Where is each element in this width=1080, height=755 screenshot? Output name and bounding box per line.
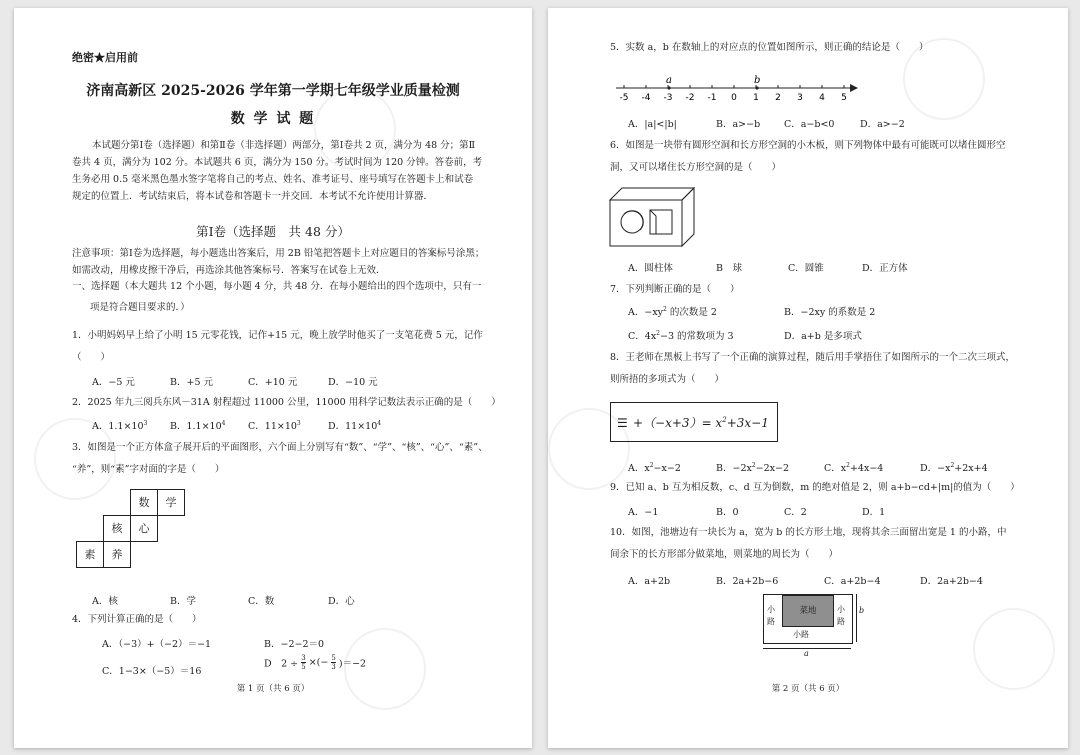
number-line-tick-label: -1 bbox=[707, 93, 717, 103]
height-label: b bbox=[859, 606, 865, 615]
q2-option-a: A．$1.1\times 10^3$ bbox=[92, 419, 148, 432]
section-title: 第Ⅰ卷（选择题 共 48 分） bbox=[196, 224, 350, 239]
number-line-tick-label: 3 bbox=[797, 93, 803, 103]
point-b bbox=[755, 86, 758, 89]
q10-option-a: A．a+2b bbox=[628, 576, 671, 587]
q1-option-c: C．+10 元 bbox=[248, 377, 298, 388]
q4-option-a: A．（−3）+（−2）＝−1 bbox=[102, 639, 212, 650]
blackboard-figure bbox=[610, 402, 778, 442]
number-line-tick-label: -4 bbox=[641, 93, 651, 103]
number-line-figure bbox=[608, 70, 868, 104]
exam-title: 济南高新区 2025-2026 学年第一学期七年级学业质量检测 bbox=[86, 83, 460, 99]
cube-face: 心 bbox=[130, 515, 158, 542]
q5-option-b: B．a>−b bbox=[716, 119, 761, 130]
page-footer: 第 1 页（共 6 页） bbox=[236, 684, 310, 694]
intro-line: 卷共 4 页，满分为 102 分。本试题共 6 页，满分为 150 分。考试时间为 120 分钟。答卷前，考 bbox=[72, 157, 483, 168]
board-equation: $+(-x+3)= x^2+3x-1$ bbox=[633, 416, 769, 430]
q2-option-c: C．$11\times 10^3$ bbox=[248, 419, 301, 432]
question-6: 6．如图是一块带有圆形空洞和长方形空洞的小木板，则下列物体中最有可能既可以堵住圆形空 bbox=[610, 140, 1006, 151]
question-3: 3．如图是一个正方体盒子展开后的平面图形，六个面上分别写有“数”、“学”、“核”、“心”、“素”、 bbox=[72, 442, 488, 453]
secret-label: 绝密★启用前 bbox=[72, 51, 138, 64]
q7-option-c: C．$4x^2-3$ 的常数项为 3 bbox=[628, 329, 734, 342]
number-line-tick-label: -3 bbox=[663, 93, 673, 103]
q9-option-b: B．0 bbox=[716, 507, 739, 518]
number-line-arrow bbox=[850, 84, 858, 92]
question-10-cont: 间余下的长方形部分做菜地，则菜地的周长为（ ） bbox=[610, 549, 839, 560]
q3-option-b: B．学 bbox=[170, 596, 196, 607]
question-6-cont: 洞，又可以堵住长方形空洞的是（ ） bbox=[610, 162, 782, 173]
q4-option-d: D 2 ÷ $\frac{3}{5}$ ×(− $\frac{5}{3}$ )＝−2 bbox=[264, 654, 367, 671]
number-line-tick-label: 2 bbox=[775, 93, 781, 103]
q2-option-d: D．$11\times 10^4$ bbox=[328, 419, 382, 432]
cube-face: 数 bbox=[130, 489, 158, 516]
palm-icon: ☰ bbox=[617, 416, 628, 430]
question-8: 8．王老师在黑板上书写了一个正确的演算过程，随后用手掌捂住了如图所示的一个二次三项式， bbox=[610, 352, 1016, 363]
q1-option-a: A．−5 元 bbox=[92, 377, 135, 388]
subject-title: 数 学 试 题 bbox=[230, 111, 316, 127]
q10-option-d: D．2a+2b−4 bbox=[920, 576, 983, 587]
q4-option-c: C．1−3×（−5）＝16 bbox=[102, 666, 202, 677]
q10-option-c: C．a+2b−4 bbox=[824, 576, 881, 587]
question-10: 10．如图，池塘边有一块长为 a，宽为 b 的长方形土地，现将其余三面留出宽是 1 的小路，中 bbox=[610, 527, 1007, 538]
q7-option-d: D．a+b 是多项式 bbox=[784, 331, 862, 342]
page-footer: 第 2 页（共 6 页） bbox=[771, 684, 845, 694]
number-line-label-b: b bbox=[754, 75, 761, 86]
right-path-label-2: 路 bbox=[837, 617, 845, 626]
left-path-label-2: 路 bbox=[767, 617, 775, 626]
question-2: 2．2025 年九三阅兵东风－31A 射程超过 11000 公里，11000 用科学记数法表示正确的是（ ） bbox=[72, 397, 501, 408]
q8-option-d: D．$-x^2+2x+4$ bbox=[920, 461, 988, 474]
question-4: 4．下列计算正确的是（ ） bbox=[72, 614, 202, 625]
circle-hole-shade bbox=[624, 211, 643, 230]
vegetable-plot: 菜地 bbox=[782, 595, 834, 627]
q5-option-c: C．a−b<0 bbox=[784, 119, 835, 130]
q2-option-b: B．$1.1\times 10^4$ bbox=[170, 419, 226, 432]
number-line-tick-label: 1 bbox=[753, 93, 759, 103]
exam-page-1 bbox=[14, 8, 532, 748]
q5-option-a: A．|a|<|b| bbox=[628, 119, 677, 130]
question-5: 5．实数 a，b 在数轴上的对应点的位置如图所示，则正确的结论是（ ） bbox=[610, 42, 929, 53]
notice-line: 注意事项：第Ⅰ卷为选择题，每小题选出答案后，用 2B 铅笔把答题卡上对应题目的答案标号涂黑； bbox=[72, 248, 485, 259]
question-9: 9．已知 a、b 互为相反数，c、d 互为倒数，m 的绝对值是 2，则 a+b−cd+|m|的值为（ ） bbox=[610, 482, 1020, 493]
wooden-board-figure bbox=[608, 186, 698, 248]
watermark bbox=[973, 608, 1055, 690]
q8-option-a: A．$x^2-x-2$ bbox=[628, 461, 681, 474]
notice-line: 项是符合题目要求的．） bbox=[90, 302, 190, 313]
garden-figure bbox=[763, 594, 865, 660]
q1-option-d: D．−10 元 bbox=[328, 377, 378, 388]
q3-option-a: A．核 bbox=[92, 596, 118, 607]
right-path-label-1: 小 bbox=[837, 605, 845, 614]
height-dimension-line bbox=[856, 594, 857, 642]
q7-option-a: A．$-xy^2$ 的次数是 2 bbox=[628, 305, 717, 318]
q1-option-b: B．+5 元 bbox=[170, 377, 214, 388]
q6-option-a: A．圆柱体 bbox=[628, 263, 673, 274]
q4-option-b: B．−2−2＝0 bbox=[264, 639, 325, 650]
q9-option-a: A．−1 bbox=[628, 507, 659, 518]
cube-face: 素 bbox=[76, 541, 104, 568]
q6-option-d: D．正方体 bbox=[862, 263, 908, 274]
notice-line: 一、选择题（本大题共 12 个小题，每小题 4 分，共 48 分．在每小题给出的四个选项中，只有一 bbox=[72, 281, 482, 292]
q8-option-c: C．$x^2+4x-4$ bbox=[824, 461, 884, 474]
q5-option-d: D．a>−2 bbox=[860, 119, 905, 130]
bottom-path-label: 小路 bbox=[793, 630, 809, 639]
notice-line: 如需改动，用橡皮擦干净后，再选涂其他答案标号．答案写在试卷上无效． bbox=[72, 265, 386, 276]
number-line-tick-label: 0 bbox=[731, 93, 737, 103]
number-line-tick-label: 4 bbox=[819, 93, 825, 103]
question-3-cont: “养”，则“素”字对面的字是（ ） bbox=[72, 464, 225, 475]
width-label: a bbox=[804, 649, 809, 658]
question-1: 1．小明妈妈早上给了小明 15 元零花钱，记作+15 元，晚上放学时他买了一支笔花费 5 元，记作 bbox=[72, 330, 483, 341]
number-line-tick-label: -5 bbox=[619, 93, 629, 103]
exam-page-2 bbox=[548, 8, 1068, 748]
left-path-label-1: 小 bbox=[767, 605, 775, 614]
number-line-tick-label: -2 bbox=[685, 93, 695, 103]
q10-option-b: B．2a+2b−6 bbox=[716, 576, 779, 587]
rect-hole-edge bbox=[650, 210, 656, 216]
q6-option-b: B 球 bbox=[716, 263, 742, 274]
intro-line: 规定的位置上．考试结束后，将本试卷和答题卡一并交回．本考试不允许使用计算器． bbox=[72, 191, 434, 202]
point-a bbox=[667, 86, 670, 89]
board-top bbox=[610, 188, 694, 200]
board-side bbox=[682, 188, 694, 246]
number-line-tick-label: 5 bbox=[841, 93, 847, 103]
q7-option-b: B．−2xy 的系数是 2 bbox=[784, 307, 876, 318]
cube-face: 学 bbox=[157, 489, 185, 516]
cube-face: 核 bbox=[103, 515, 131, 542]
intro-line: 本试题分第Ⅰ卷（选择题）和第Ⅱ卷（非选择题）两部分，第Ⅰ卷共 2 页，满分为 48 分；第Ⅱ bbox=[92, 140, 476, 151]
question-8-cont: 则所捂的多项式为（ ） bbox=[610, 374, 725, 385]
q9-option-d: D．1 bbox=[862, 507, 886, 518]
q3-option-c: C．数 bbox=[248, 596, 275, 607]
cube-face: 养 bbox=[103, 541, 131, 568]
number-line-label-a: a bbox=[666, 75, 672, 86]
question-1-bracket: （ ） bbox=[72, 352, 111, 363]
q6-option-c: C．圆锥 bbox=[788, 263, 824, 274]
question-7: 7．下列判断正确的是（ ） bbox=[610, 284, 740, 295]
intro-line: 生务必用 0.5 毫米黑色墨水签字笔将自己的考点、姓名、准考证号、座号填写在答题卡上和试卷 bbox=[72, 174, 474, 185]
q9-option-c: C．2 bbox=[784, 507, 807, 518]
q3-option-d: D．心 bbox=[328, 596, 355, 607]
q8-option-b: B．$-2x^2-2x-2$ bbox=[716, 461, 790, 474]
